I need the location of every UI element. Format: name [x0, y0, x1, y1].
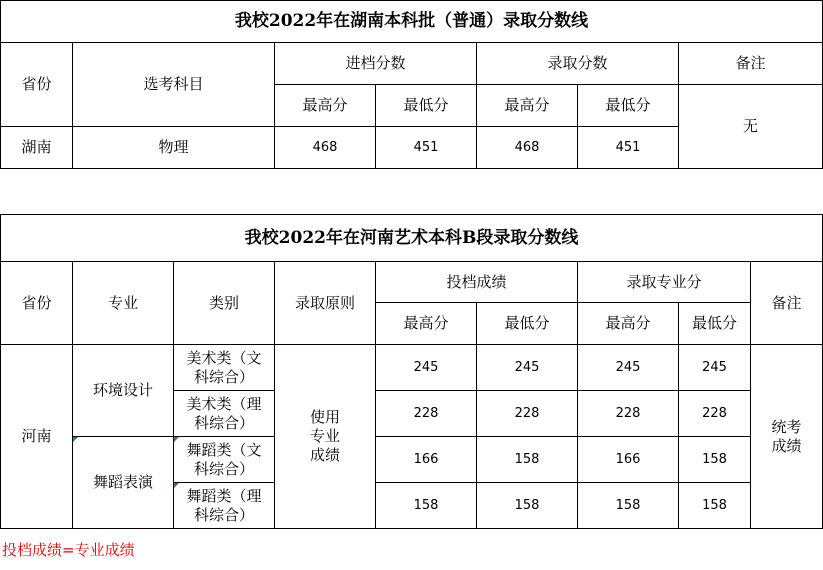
- cell-category: [174, 391, 275, 437]
- category-text: 舞蹈类（理科综合）: [186, 486, 262, 524]
- cell-category: [174, 437, 275, 483]
- header-filing-min: 最低分: [376, 85, 477, 127]
- cell-admit-min: 228: [679, 391, 751, 437]
- cell-admit-max: 245: [578, 345, 679, 391]
- hunan-score-table: [0, 0, 823, 169]
- header-filing-max: 最高分: [376, 303, 477, 345]
- header-admission-score: 录取分数: [477, 43, 679, 85]
- cell-subject: 物理: [73, 127, 275, 169]
- category-text: 舞蹈类（文科综合）: [186, 440, 262, 478]
- cell-filing-min: 451: [376, 127, 477, 169]
- header-admit-min: 最低分: [578, 85, 679, 127]
- header-province: 省份: [1, 43, 73, 127]
- header-filing-max: 最高分: [275, 85, 376, 127]
- cell-admit-max: 166: [578, 437, 679, 483]
- header-principle: 录取原则: [275, 262, 376, 345]
- header-admit-max: 最高分: [477, 85, 578, 127]
- header-subjects: 选考科目: [73, 43, 275, 127]
- cell-admit-min: 158: [679, 437, 751, 483]
- header-filing-score: 进档分数: [275, 43, 477, 85]
- header-remark: 备注: [751, 262, 823, 345]
- table-title: 我校2022年在湖南本科批（普通）录取分数线: [1, 1, 823, 43]
- header-remark: 备注: [679, 43, 823, 85]
- cell-filing-max: 158: [376, 483, 477, 529]
- table-title: 我校2022年在河南艺术本科B段录取分数线: [1, 215, 823, 262]
- cell-category: [174, 345, 275, 391]
- category-text: 美术类（理科综合）: [186, 394, 262, 432]
- cell-filing-min: 158: [477, 437, 578, 483]
- cell-filing-max: 228: [376, 391, 477, 437]
- cell-filing-min: 228: [477, 391, 578, 437]
- header-filing-score: 投档成绩: [376, 262, 578, 303]
- cell-admit-max: 228: [578, 391, 679, 437]
- cell-filing-max: 245: [376, 345, 477, 391]
- cell-admit-min: 158: [679, 483, 751, 529]
- category-text: 美术类（文科综合）: [186, 348, 262, 386]
- cell-major: 环境设计: [73, 345, 174, 437]
- header-filing-min: 最低分: [477, 303, 578, 345]
- header-province: 省份: [1, 262, 73, 345]
- cell-filing-max: 468: [275, 127, 376, 169]
- cell-admit-max: 468: [477, 127, 578, 169]
- cell-filing-max: 166: [376, 437, 477, 483]
- header-admission-score: 录取专业分: [578, 262, 751, 303]
- remark-cell: 无: [679, 85, 823, 169]
- header-major: 专业: [73, 262, 174, 345]
- cell-filing-min: 158: [477, 483, 578, 529]
- cell-category: [174, 483, 275, 529]
- cell-admit-min: 245: [679, 345, 751, 391]
- cell-principle: [275, 345, 376, 529]
- henan-score-table: [0, 214, 823, 529]
- cell-admit-max: 158: [578, 483, 679, 529]
- cell-province: 湖南: [1, 127, 73, 169]
- cell-filing-min: 245: [477, 345, 578, 391]
- cell-admit-min: 451: [578, 127, 679, 169]
- cell-province: 河南: [1, 345, 73, 529]
- principle-text: 使用专业成绩: [309, 408, 340, 464]
- header-admit-min: 最低分: [679, 303, 751, 345]
- cell-major: 舞蹈表演: [73, 437, 174, 529]
- header-category: 类别: [174, 262, 275, 345]
- header-admit-max: 最高分: [578, 303, 679, 345]
- cell-remark: [751, 345, 823, 529]
- footnote: 投档成绩=专业成绩: [2, 541, 135, 559]
- remark-text: 统考成绩: [771, 417, 802, 455]
